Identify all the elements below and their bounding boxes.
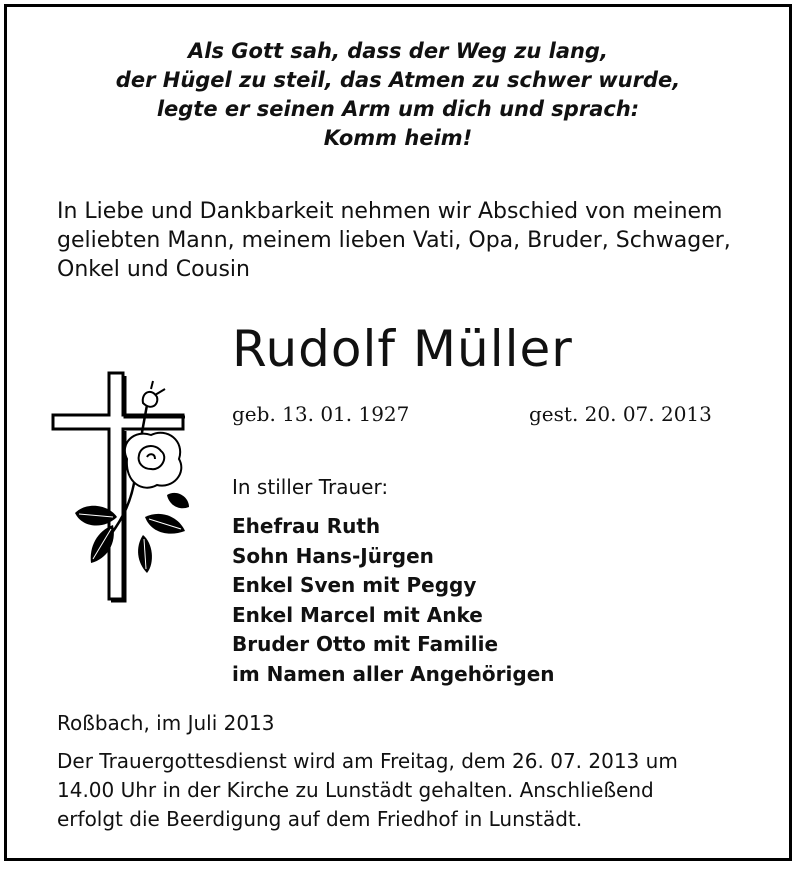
deceased-name: Rudolf Müller	[232, 320, 573, 378]
intro-text	[57, 197, 777, 284]
intro-line: In Liebe und Dankbarkeit nehmen wir Abschied von meinem	[57, 199, 723, 224]
mourner: Bruder Otto mit Familie	[232, 632, 499, 656]
death-date: gest. 20. 07. 2013	[529, 402, 712, 426]
poem-line: Komm heim!	[323, 126, 473, 150]
intro-line: Onkel und Cousin	[57, 257, 250, 282]
service-line: 14.00 Uhr in der Kirche zu Lunstädt gehalten. Anschließend	[57, 778, 654, 802]
obituary-card	[4, 4, 792, 861]
poem	[7, 37, 789, 153]
poem-line: der Hügel zu steil, das Atmen zu schwer wurde,	[115, 68, 681, 92]
mourner: Enkel Marcel mit Anke	[232, 602, 483, 627]
poem-line: Als Gott sah, dass der Weg zu lang,	[188, 39, 608, 63]
mourner: Ehefrau Ruth	[232, 514, 381, 538]
place-date: Roßbach, im Juli 2013	[57, 711, 275, 735]
mourner: Sohn Hans-Jürgen	[232, 543, 434, 568]
intro-line: geliebten Mann, meinem lieben Vati, Opa, Bruder, Schwager,	[57, 228, 731, 253]
service-line: Der Trauergottesdienst wird am Freitag, dem 26. 07. 2013 um	[57, 749, 678, 773]
cross-with-rose-icon	[47, 367, 197, 607]
poem-line: legte er seinen Arm um dich und sprach:	[156, 97, 640, 121]
birth-date: geb. 13. 01. 1927	[232, 402, 410, 426]
service-line: erfolgt die Beerdigung auf dem Friedhof in Lunstädt.	[57, 807, 583, 831]
mourner: Enkel Sven mit Peggy	[232, 573, 477, 597]
mourner: im Namen aller Angehörigen	[232, 661, 555, 686]
service-info	[57, 747, 787, 834]
mourners-list	[232, 512, 555, 689]
mourning-label: In stiller Trauer:	[232, 475, 389, 499]
